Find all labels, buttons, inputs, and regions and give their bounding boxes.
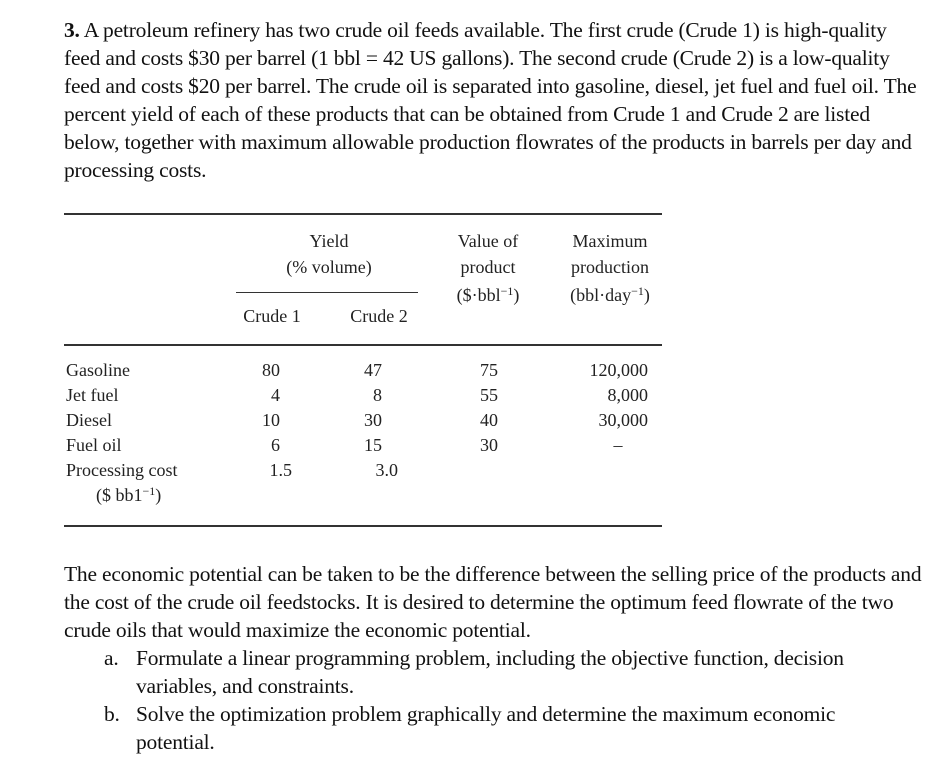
yield-subheader-rule [236, 292, 418, 293]
problem-number: 3. [64, 18, 80, 42]
header-max-unit: (bbl·day$^{-1}$) [570, 284, 650, 305]
question-list [104, 644, 904, 756]
question-b: b. Solve the optimization problem graphically and determine the maximum economic potential. [104, 702, 836, 754]
problem-intro-text: A petroleum refinery has two crude oil feeds available. The first crude (Crude 1) is high-quality feed and costs $30 per barrel (1 bbl = 42 US gallons). The second crude (Crude 2) is a low-quality feed and costs $20 per barrel. The crude oil is separated into gasoline, diesel, jet fuel and fuel oil. The percent yield of each of these products that can be obtained from Crude 1 and Crude 2 are listed below, together with maximum allowable production flowrates of the products in barrels per day and processing costs. [64, 18, 917, 182]
table-bottom-rule [64, 525, 662, 527]
header-value-line2: product [460, 257, 516, 277]
economic-potential-text: The economic potential can be taken to be the difference between the selling price of the products and the cost of the crude oil feedstocks. It is desired to determine the optimum feed flowrate of the two crude oils that would maximize the economic potential. [64, 562, 922, 642]
table-header-rule [64, 344, 662, 346]
header-yield-unit: (% volume) [286, 257, 372, 277]
question-a: a. Formulate a linear programming problem, including the objective function, decision variables, and constraints. [104, 646, 844, 698]
header-crude1: Crude 1 [243, 306, 301, 326]
header-value-unit: ($·bbl$^{-1}$) [456, 284, 520, 305]
header-yield: Yield [309, 231, 349, 251]
problem-statement [64, 16, 924, 184]
processing-cost-unit: ($ $bb1^{-1}$) [96, 484, 162, 505]
header-max-line2: production [571, 257, 649, 277]
table-top-rule [64, 213, 662, 215]
header-value: Value of [457, 231, 519, 251]
header-crude2: Crude 2 [350, 306, 408, 326]
header-max: Maximum [572, 231, 648, 251]
